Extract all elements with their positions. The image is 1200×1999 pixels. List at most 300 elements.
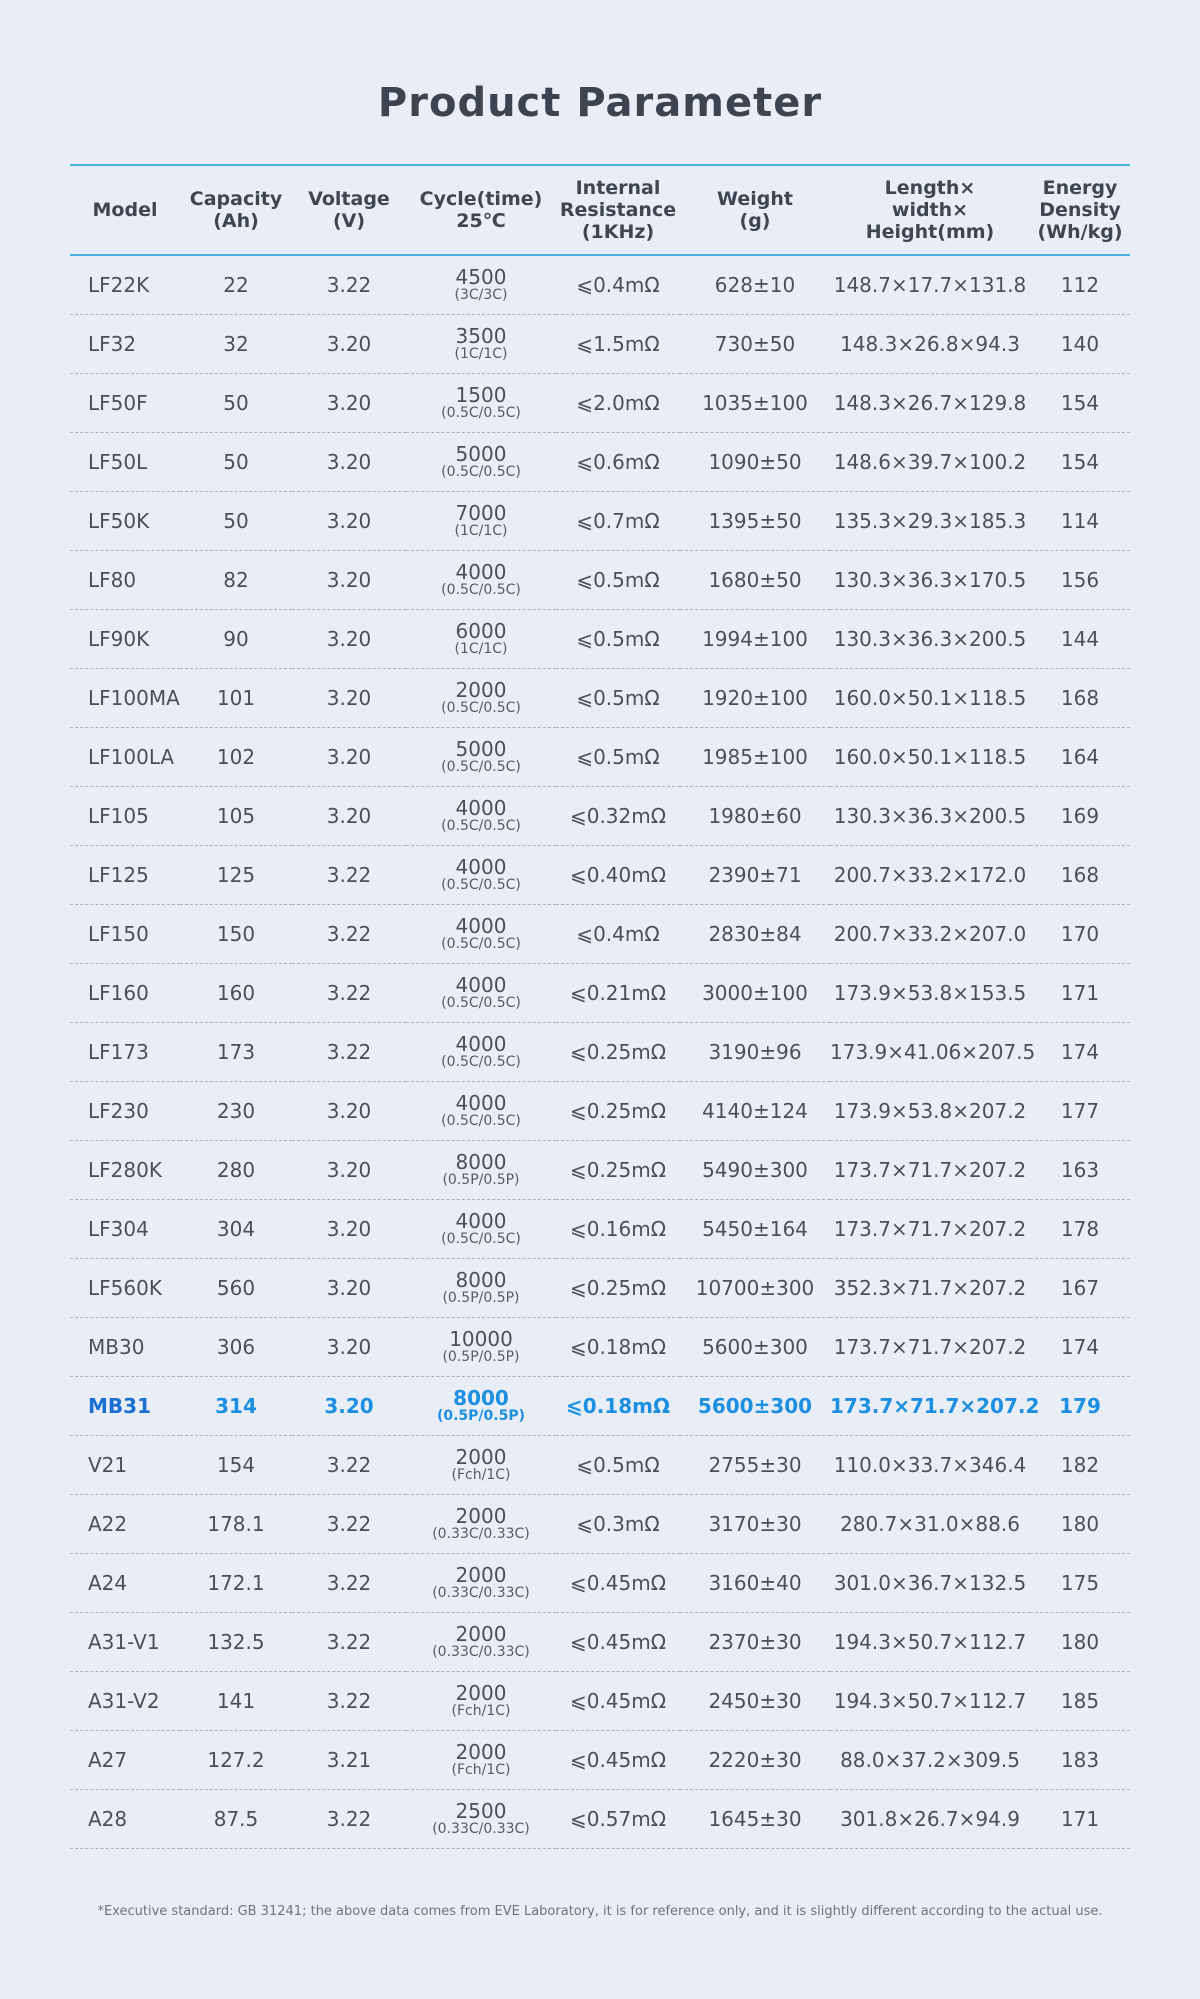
model-cell: V21 [88,1452,128,1477]
table-row [70,432,1130,491]
header-energy-density-line: Energy [1042,177,1118,199]
header-dimensions [830,165,1030,255]
table-row [70,727,1130,786]
energy-density-cell: 182 [1060,1452,1100,1477]
cycle-cell [406,1258,556,1317]
cycle-cell [406,1730,556,1789]
energy-density-cell: 178 [1060,1216,1100,1241]
voltage-cell: 3.22 [326,1688,372,1713]
dimensions-cell: 148.3×26.8×94.3 [840,331,1020,356]
voltage-cell: 3.20 [326,803,372,828]
cycle-rate: (0.5C/0.5C) [441,758,521,775]
weight-cell: 1035±100 [702,390,808,415]
capacity-cell: 22 [223,272,249,297]
header-capacity-line: (Ah) [213,210,259,232]
cycle-count: 7000 [455,500,507,525]
resistance-cell: ⩽0.57mΩ [569,1806,667,1831]
energy-density-cell: 175 [1060,1570,1100,1595]
header-energy-density-line: (Wh/kg) [1037,221,1123,243]
cycle-cell [406,727,556,786]
voltage-cell: 3.20 [326,685,372,710]
model-cell: A31-V2 [88,1688,160,1713]
cycle-count: 6000 [455,618,507,643]
cycle-cell [406,1022,556,1081]
capacity-cell: 150 [216,921,256,946]
table-row [70,1612,1130,1671]
cycle-rate: (Fch/1C) [451,1466,511,1483]
cycle-rate: (0.5P/0.5P) [436,1407,526,1424]
model-cell: LF90K [88,626,150,651]
table-row [70,845,1130,904]
cycle-count: 4000 [455,1208,507,1233]
table-row [70,255,1130,314]
energy-density-cell: 163 [1060,1157,1100,1182]
cycle-rate: (0.5C/0.5C) [441,935,521,952]
weight-cell: 3170±30 [708,1511,802,1536]
capacity-cell: 50 [223,449,249,474]
voltage-cell: 3.20 [326,508,372,533]
header-voltage [292,165,406,255]
table-body [70,255,1130,1848]
weight-cell: 1645±30 [708,1806,802,1831]
model-cell: LF125 [88,862,149,887]
resistance-cell: ⩽0.25mΩ [569,1039,667,1064]
energy-density-cell: 177 [1060,1098,1100,1123]
table-row [70,786,1130,845]
resistance-cell: ⩽0.5mΩ [576,626,660,651]
capacity-cell: 173 [216,1039,256,1064]
resistance-cell: ⩽0.25mΩ [569,1275,667,1300]
weight-cell: 1994±100 [702,626,808,651]
cycle-cell [406,609,556,668]
model-cell: MB30 [88,1334,145,1359]
model-cell: LF280K [88,1157,162,1182]
weight-cell: 10700±300 [695,1275,815,1300]
cycle-rate: (0.5C/0.5C) [441,817,521,834]
voltage-cell: 3.22 [326,1452,372,1477]
header-weight [680,165,830,255]
capacity-cell: 304 [216,1216,256,1241]
voltage-cell: 3.20 [326,567,372,592]
voltage-cell: 3.22 [326,862,372,887]
header-cycle-line: Cycle(time) [419,188,543,210]
table-row [70,550,1130,609]
cycle-count: 8000 [455,1267,507,1292]
voltage-cell: 3.20 [326,331,372,356]
resistance-cell: ⩽0.40mΩ [569,862,667,887]
dimensions-cell: 301.8×26.7×94.9 [840,1806,1020,1831]
header-weight-line: (g) [739,210,771,232]
header-energy-density-line: Density [1039,199,1121,221]
capacity-cell: 105 [216,803,256,828]
capacity-cell: 280 [216,1157,256,1182]
dimensions-cell: 148.7×17.7×131.8 [833,272,1027,297]
capacity-cell: 154 [216,1452,256,1477]
voltage-cell: 3.20 [326,626,372,651]
model-cell: A22 [88,1511,128,1536]
capacity-cell: 102 [216,744,256,769]
header-weight-line: Weight [717,188,793,210]
energy-density-cell: 114 [1060,508,1100,533]
cycle-count: 2000 [455,1444,507,1469]
dimensions-cell: 88.0×37.2×309.5 [840,1747,1020,1772]
dimensions-cell: 160.0×50.1×118.5 [833,685,1027,710]
cycle-cell [406,1494,556,1553]
voltage-cell: 3.20 [324,1393,374,1418]
energy-density-cell: 171 [1060,980,1100,1005]
cycle-rate: (0.5C/0.5C) [441,994,521,1011]
cycle-count: 8000 [455,1149,507,1174]
voltage-cell: 3.20 [326,390,372,415]
header-model-line: Model [92,199,158,221]
weight-cell: 1985±100 [702,744,808,769]
cycle-count: 2500 [455,1798,507,1823]
capacity-cell: 230 [216,1098,256,1123]
cycle-cell [406,1376,556,1435]
model-cell: LF100MA [88,685,180,710]
energy-density-cell: 156 [1060,567,1100,592]
energy-density-cell: 174 [1060,1039,1100,1064]
energy-density-cell: 168 [1060,685,1100,710]
table-row [70,1789,1130,1848]
model-cell: LF230 [88,1098,149,1123]
voltage-cell: 3.20 [326,1098,372,1123]
dimensions-cell: 352.3×71.7×207.2 [833,1275,1027,1300]
cycle-count: 2000 [455,1503,507,1528]
cycle-cell [406,1789,556,1848]
cycle-cell [406,786,556,845]
voltage-cell: 3.22 [326,1806,372,1831]
weight-cell: 2450±30 [708,1688,802,1713]
capacity-cell: 50 [223,390,249,415]
capacity-cell: 127.2 [207,1747,265,1772]
cycle-cell [406,432,556,491]
model-cell: LF150 [88,921,149,946]
dimensions-cell: 160.0×50.1×118.5 [833,744,1027,769]
table-row [70,609,1130,668]
cycle-cell [406,1612,556,1671]
table-row [70,373,1130,432]
energy-density-cell: 154 [1060,449,1100,474]
cycle-cell [406,1081,556,1140]
voltage-cell: 3.22 [326,980,372,1005]
cycle-count: 1500 [455,382,507,407]
header-resistance-line: (1KHz) [581,221,655,243]
cycle-rate: (0.5P/0.5P) [442,1171,520,1188]
dimensions-cell: 194.3×50.7×112.7 [833,1629,1027,1654]
cycle-count: 4000 [455,1090,507,1115]
capacity-cell: 314 [215,1393,257,1418]
weight-cell: 3190±96 [708,1039,802,1064]
header-dimensions-line: Length× [884,177,976,199]
capacity-cell: 87.5 [213,1806,259,1831]
table-row [70,314,1130,373]
energy-density-cell: 170 [1060,921,1100,946]
dimensions-cell: 173.7×71.7×207.2 [833,1157,1027,1182]
resistance-cell: ⩽0.6mΩ [576,449,660,474]
energy-density-cell: 174 [1060,1334,1100,1359]
resistance-cell: ⩽0.18mΩ [566,1393,670,1418]
voltage-cell: 3.22 [326,921,372,946]
header-dimensions-line: Height(mm) [865,221,995,243]
table-header [70,165,1130,255]
resistance-cell: ⩽1.5mΩ [576,331,660,356]
cycle-cell [406,845,556,904]
resistance-cell: ⩽0.7mΩ [576,508,660,533]
resistance-cell: ⩽0.5mΩ [576,567,660,592]
resistance-cell: ⩽0.3mΩ [576,1511,660,1536]
cycle-cell [406,963,556,1022]
cycle-rate: (0.5C/0.5C) [441,1112,521,1129]
cycle-count: 4000 [455,1031,507,1056]
table-row [70,1376,1130,1435]
voltage-cell: 3.22 [326,272,372,297]
cycle-count: 2000 [455,1739,507,1764]
capacity-cell: 101 [216,685,256,710]
cycle-rate: (0.5C/0.5C) [441,876,521,893]
model-cell: MB31 [88,1393,151,1418]
dimensions-cell: 280.7×31.0×88.6 [840,1511,1020,1536]
dimensions-cell: 110.0×33.7×346.4 [833,1452,1027,1477]
model-cell: A24 [88,1570,128,1595]
voltage-cell: 3.20 [326,744,372,769]
cycle-rate: (Fch/1C) [451,1761,511,1778]
table-row [70,1081,1130,1140]
energy-density-cell: 180 [1060,1511,1100,1536]
model-cell: A27 [88,1747,128,1772]
dimensions-cell: 173.9×53.8×207.2 [833,1098,1027,1123]
cycle-rate: (0.5P/0.5P) [442,1289,520,1306]
resistance-cell: ⩽0.5mΩ [576,685,660,710]
weight-cell: 5490±300 [702,1157,808,1182]
dimensions-cell: 148.6×39.7×100.2 [833,449,1027,474]
header-dimensions-line: width× [891,199,969,221]
capacity-cell: 32 [223,331,249,356]
weight-cell: 5600±300 [702,1334,808,1359]
cycle-rate: (0.5C/0.5C) [441,1230,521,1247]
dimensions-cell: 200.7×33.2×207.0 [833,921,1027,946]
table-row [70,1494,1130,1553]
capacity-cell: 125 [216,862,256,887]
dimensions-cell: 173.7×71.7×207.2 [833,1216,1027,1241]
weight-cell: 5600±300 [697,1393,813,1418]
dimensions-cell: 173.7×71.7×207.2 [830,1393,1040,1418]
footnote: *Executive standard: GB 31241; the above data comes from EVE Laboratory, it is for reference only, and it is slightly different according to the actual use. [97,1904,1103,1919]
weight-cell: 628±10 [714,272,796,297]
weight-cell: 1395±50 [708,508,802,533]
cycle-cell [406,1553,556,1612]
dimensions-cell: 148.3×26.7×129.8 [833,390,1027,415]
cycle-count: 2000 [455,1621,507,1646]
energy-density-cell: 179 [1059,1393,1101,1418]
cycle-count: 4000 [455,795,507,820]
dimensions-cell: 130.3×36.3×170.5 [833,567,1027,592]
model-cell: LF80 [88,567,137,592]
cycle-cell [406,373,556,432]
resistance-cell: ⩽2.0mΩ [576,390,660,415]
voltage-cell: 3.20 [326,449,372,474]
cycle-cell [406,668,556,727]
header-voltage-line: (V) [332,210,366,232]
energy-density-cell: 180 [1060,1629,1100,1654]
weight-cell: 2220±30 [708,1747,802,1772]
table-row [70,1730,1130,1789]
table-row [70,491,1130,550]
capacity-cell: 172.1 [207,1570,265,1595]
cycle-cell [406,314,556,373]
cycle-cell [406,1199,556,1258]
voltage-cell: 3.22 [326,1570,372,1595]
cycle-rate: (1C/1C) [454,640,508,657]
model-cell: LF22K [88,272,150,297]
table-row [70,1199,1130,1258]
capacity-cell: 560 [216,1275,256,1300]
energy-density-cell: 164 [1060,744,1100,769]
dimensions-cell: 130.3×36.3×200.5 [833,626,1027,651]
header-row [70,165,1130,255]
voltage-cell: 3.20 [326,1216,372,1241]
weight-cell: 4140±124 [702,1098,808,1123]
cycle-rate: (0.5C/0.5C) [441,581,521,598]
energy-density-cell: 169 [1060,803,1100,828]
weight-cell: 1090±50 [708,449,802,474]
cycle-cell [406,491,556,550]
cycle-rate: (0.33C/0.33C) [432,1643,530,1660]
cycle-rate: (0.5P/0.5P) [442,1348,520,1365]
resistance-cell: ⩽0.45mΩ [569,1629,667,1654]
cycle-rate: (1C/1C) [454,345,508,362]
product-table-container [70,164,1130,1849]
resistance-cell: ⩽0.18mΩ [569,1334,667,1359]
cycle-count: 2000 [455,1680,507,1705]
model-cell: LF100LA [88,744,175,769]
cycle-rate: (0.33C/0.33C) [432,1525,530,1542]
model-cell: LF50F [88,390,148,415]
voltage-cell: 3.20 [326,1275,372,1300]
energy-density-cell: 140 [1060,331,1100,356]
voltage-cell: 3.22 [326,1629,372,1654]
cycle-rate: (0.33C/0.33C) [432,1584,530,1601]
energy-density-cell: 144 [1060,626,1100,651]
header-resistance-line: Resistance [559,199,677,221]
cycle-cell [406,1671,556,1730]
cycle-count: 5000 [455,736,507,761]
dimensions-cell: 173.7×71.7×207.2 [833,1334,1027,1359]
weight-cell: 5450±164 [702,1216,808,1241]
resistance-cell: ⩽0.21mΩ [569,980,667,1005]
energy-density-cell: 167 [1060,1275,1100,1300]
energy-density-cell: 171 [1060,1806,1100,1831]
capacity-cell: 178.1 [207,1511,265,1536]
cycle-rate: (0.5C/0.5C) [441,699,521,716]
weight-cell: 2755±30 [708,1452,802,1477]
table-row [70,963,1130,1022]
model-cell: LF50L [88,449,148,474]
cycle-cell [406,550,556,609]
cycle-rate: (0.33C/0.33C) [432,1820,530,1837]
model-cell: LF160 [88,980,149,1005]
model-cell: LF304 [88,1216,149,1241]
capacity-cell: 132.5 [207,1629,265,1654]
model-cell: LF50K [88,508,150,533]
capacity-cell: 306 [216,1334,256,1359]
capacity-cell: 90 [223,626,249,651]
cycle-rate: (0.5C/0.5C) [441,1053,521,1070]
weight-cell: 3160±40 [708,1570,802,1595]
dimensions-cell: 194.3×50.7×112.7 [833,1688,1027,1713]
cycle-cell [406,1317,556,1376]
dimensions-cell: 173.9×41.06×207.5 [830,1039,1036,1064]
energy-density-cell: 112 [1060,272,1100,297]
cycle-cell [406,1435,556,1494]
header-resistance-line: Internal [575,177,661,199]
cycle-cell [406,1140,556,1199]
resistance-cell: ⩽0.45mΩ [569,1688,667,1713]
cycle-rate: (1C/1C) [454,522,508,539]
header-capacity [180,165,292,255]
cycle-count: 10000 [449,1326,513,1351]
voltage-cell: 3.20 [326,1334,372,1359]
weight-cell: 3000±100 [702,980,808,1005]
resistance-cell: ⩽0.5mΩ [576,744,660,769]
cycle-count: 4500 [455,264,507,289]
header-resistance [556,165,680,255]
header-cycle-line: 25℃ [456,210,506,232]
cycle-count: 8000 [453,1385,509,1410]
cycle-count: 5000 [455,441,507,466]
resistance-cell: ⩽0.45mΩ [569,1570,667,1595]
model-cell: LF105 [88,803,149,828]
voltage-cell: 3.20 [326,1157,372,1182]
table-row [70,1553,1130,1612]
cycle-rate: (3C/3C) [454,286,508,303]
cycle-count: 2000 [455,1562,507,1587]
resistance-cell: ⩽0.16mΩ [569,1216,667,1241]
capacity-cell: 160 [216,980,256,1005]
resistance-cell: ⩽0.32mΩ [569,803,667,828]
header-capacity-line: Capacity [189,188,283,210]
voltage-cell: 3.22 [326,1039,372,1064]
product-parameter-table [70,164,1130,1849]
weight-cell: 2370±30 [708,1629,802,1654]
cycle-count: 4000 [455,972,507,997]
resistance-cell: ⩽0.4mΩ [576,272,660,297]
cycle-count: 2000 [455,677,507,702]
cycle-cell [406,904,556,963]
model-cell: A31-V1 [88,1629,160,1654]
dimensions-cell: 173.9×53.8×153.5 [833,980,1027,1005]
energy-density-cell: 185 [1060,1688,1100,1713]
dimensions-cell: 301.0×36.7×132.5 [833,1570,1027,1595]
resistance-cell: ⩽0.25mΩ [569,1098,667,1123]
header-voltage-line: Voltage [308,188,390,210]
page-title: Product Parameter [377,80,823,126]
table-row [70,1258,1130,1317]
weight-cell: 1680±50 [708,567,802,592]
header-model [70,165,180,255]
cycle-count: 3500 [455,323,507,348]
dimensions-cell: 135.3×29.3×185.3 [833,508,1027,533]
energy-density-cell: 154 [1060,390,1100,415]
weight-cell: 1920±100 [702,685,808,710]
cycle-rate: (Fch/1C) [451,1702,511,1719]
model-cell: A28 [88,1806,128,1831]
capacity-cell: 50 [223,508,249,533]
cycle-rate: (0.5C/0.5C) [441,463,521,480]
dimensions-cell: 130.3×36.3×200.5 [833,803,1027,828]
weight-cell: 1980±60 [708,803,802,828]
table-row [70,1671,1130,1730]
